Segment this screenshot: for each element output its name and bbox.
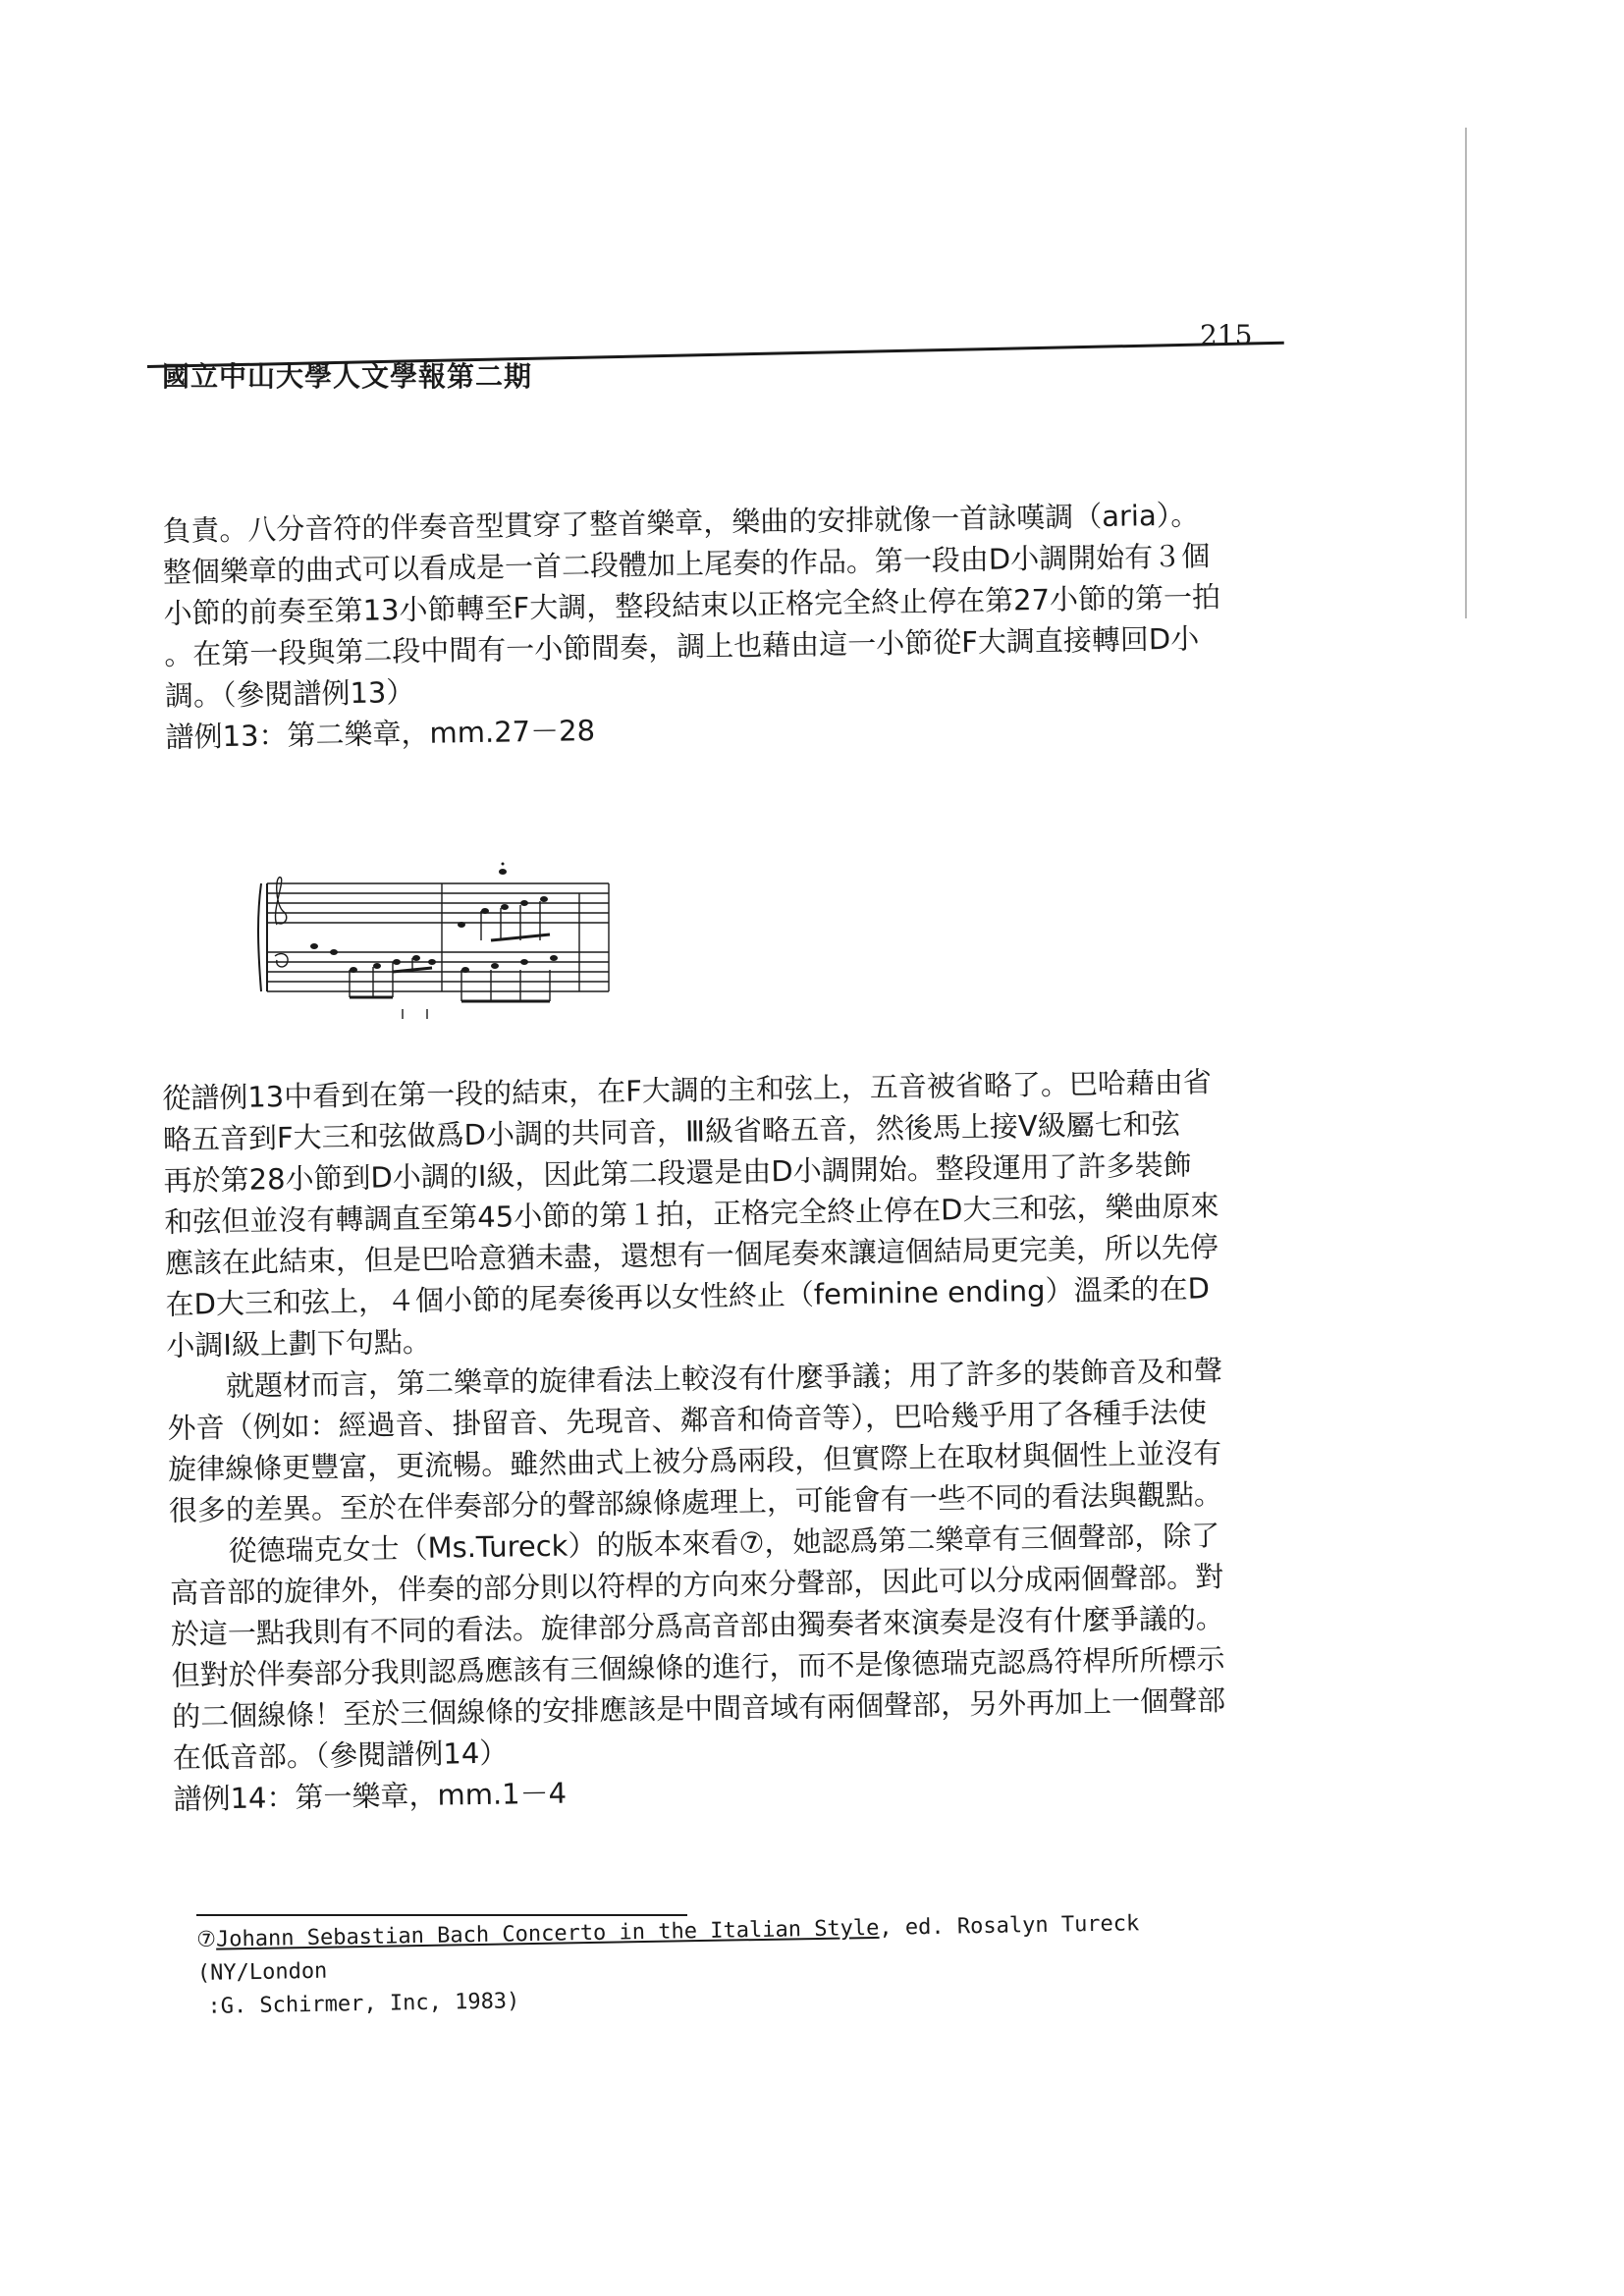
text-line: 的二個線條！至於三個線條的安排應該是中間音域有兩個聲部，另外再加上一個聲部 <box>171 1683 1226 1734</box>
text-line: 應該在此結束，但是巴哈意猶未盡，還想有一個尾奏來讓這個結局更完美，所以先停 <box>164 1230 1219 1280</box>
text-line: 負責。八分音符的伴奏音型貫穿了整首樂章，樂曲的安排就像一首詠嘆調（aria）。 <box>162 498 1200 548</box>
text-line: 在低音部。（參閱譜例14） <box>172 1735 509 1775</box>
example-caption-14: 譜例14：第一樂章，mm.1－4 <box>173 1776 568 1816</box>
text-line: 調。（參閱譜例13） <box>164 674 415 713</box>
text-line: 整個樂章的曲式可以看成是一首二段體加上尾奏的作品。第一段由D小調開始有３個 <box>162 539 1211 589</box>
music-score-example-13 <box>255 854 628 1026</box>
paragraph-intro <box>162 493 1275 758</box>
text-line: 從譜例13中看到在第一段的結束，在F大調的主和弦上，五音被省略了。巴哈藉由省 <box>162 1065 1213 1115</box>
footnote-marker: ⑦ <box>196 1927 217 1952</box>
text-line: 小調Ⅰ級上劃下句點。 <box>166 1324 432 1362</box>
text-line: 再於第28小節到D小調的Ⅰ級，因此第二段還是由D小調開始。整段運用了許多裝飾 <box>163 1148 1192 1198</box>
footnote <box>196 1905 1278 2024</box>
footnote-work-title: Johann Sebastian Bach Concerto in the Italian Style <box>215 1915 880 1952</box>
text-line: 就題材而言，第二樂章的旋律看法上較沒有什麼爭議；用了許多的裝飾音及和聲 <box>225 1354 1223 1404</box>
text-line: 。在第一段與第二段中間有一小節間奏，調上也藉由這一小節從F大調直接轉回D小 <box>164 621 1200 671</box>
text-line: 但對於伴奏部分我則認爲應該有三個線條的進行，而不是像德瑞克認爲符桿所所標示 <box>171 1642 1225 1692</box>
text-line: 外音（例如：經過音、掛留音、先現音、鄰音和倚音等），巴哈幾乎用了各種手法使 <box>167 1395 1208 1445</box>
scan-edge-line <box>1465 128 1467 618</box>
text-line: 很多的差異。至於在伴奏部分的聲部線條處理上，可能會有一些不同的看法與觀點。 <box>168 1477 1223 1527</box>
text-line: 從德瑞克女士（Ms.Tureck）的版本來看⑦，她認爲第二樂章有三個聲部，除了 <box>228 1519 1220 1568</box>
paragraph-analysis <box>162 1060 1283 1820</box>
text-line: 小節的前奏至第13小節轉至F大調，整段結束以正格完全終止停在第27小節的第一拍 <box>163 580 1221 630</box>
example-caption-13: 譜例13：第二樂章，mm.27－28 <box>165 714 596 754</box>
text-line: 略五音到F大三和弦做爲D小調的共同音，Ⅲ級省略五音，然後馬上接Ⅴ級屬七和弦 <box>162 1106 1180 1156</box>
text-line: 和弦但並沒有轉調直至第45小節的第１拍，正格完全終止停在D大三和弦，樂曲原來 <box>164 1189 1219 1239</box>
text-line: 旋律線條更豐富，更流暢。雖然曲式上被分爲兩段，但實際上在取材與個性上並沒有 <box>168 1436 1222 1486</box>
journal-title: 國立中山大學人文學報第二期 <box>162 360 533 393</box>
text-line: 在D大三和弦上，４個小節的尾奏後再以女性終止（feminine ending）溫柔的在D <box>165 1271 1211 1321</box>
footnote-line-2: :G. Schirmer, Inc, 1983) <box>207 1989 520 2019</box>
text-line: 於這一點我則有不同的看法。旋律部分爲高音部由獨奏者來演奏是沒有什麼爭議的。 <box>170 1601 1225 1651</box>
page-number: 215 <box>1200 319 1253 351</box>
text-line: 高音部的旋律外，伴奏的部分則以符桿的方向來分聲部，因此可以分成兩個聲部。對 <box>169 1560 1224 1610</box>
footnote-citation: , ed. Rosalyn Tureck (NY/London <box>196 1911 1140 1986</box>
